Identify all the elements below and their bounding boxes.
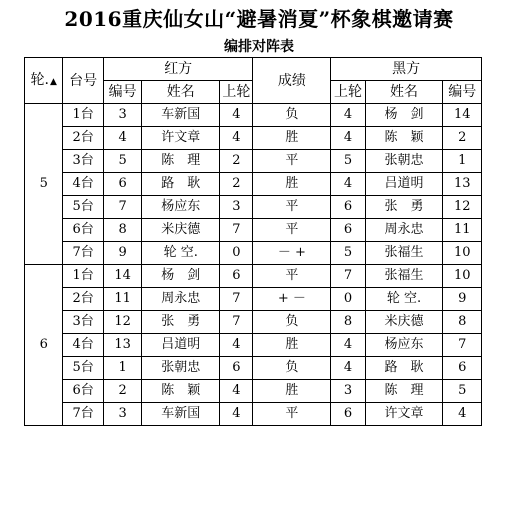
red-prev-cell: 2 (220, 150, 253, 173)
black-number-cell: 2 (443, 127, 482, 150)
page-subtitle: 编排对阵表 (224, 39, 294, 55)
black-number-cell: 7 (443, 334, 482, 357)
board-cell: 2台 (63, 127, 104, 150)
result-column-header: 成绩 (253, 58, 331, 104)
board-cell: 6台 (63, 219, 104, 242)
board-cell: 2台 (63, 288, 104, 311)
red-name-cell: 张 勇 (142, 311, 220, 334)
black-number-cell: 6 (443, 357, 482, 380)
board-cell: 5台 (63, 357, 104, 380)
red-name-cell: 吕道明 (142, 334, 220, 357)
red-prev-header: 上轮 (220, 81, 253, 104)
black-name-cell: 路 耿 (365, 357, 443, 380)
result-cell: 胜 (253, 127, 331, 150)
black-prev-cell: 4 (331, 173, 365, 196)
page-title: 2016重庆仙女山“避暑消夏”杯象棋邀请赛 (64, 7, 454, 31)
board-cell: 7台 (63, 403, 104, 426)
board-cell: 4台 (63, 173, 104, 196)
black-number-cell: 12 (443, 196, 482, 219)
black-number-cell: 14 (443, 104, 482, 127)
red-number-cell: 12 (103, 311, 141, 334)
board-cell: 6台 (63, 380, 104, 403)
table-row (25, 219, 482, 242)
result-cell: + － (253, 288, 331, 311)
black-number-cell: 4 (443, 403, 482, 426)
red-name-cell: 杨 剑 (142, 265, 220, 288)
result-cell: 平 (253, 265, 331, 288)
black-prev-cell: 4 (331, 334, 365, 357)
header-row-top (25, 58, 482, 81)
board-cell: 3台 (63, 311, 104, 334)
red-number-cell: 9 (103, 242, 141, 265)
board-column-header: 台号 (63, 58, 104, 104)
red-number-cell: 3 (103, 403, 141, 426)
pairing-table-body (25, 104, 482, 426)
red-prev-cell: 4 (220, 403, 253, 426)
table-row (25, 334, 482, 357)
red-number-cell: 2 (103, 380, 141, 403)
red-side-header: 红方 (103, 58, 253, 81)
black-name-cell: 米庆德 (365, 311, 443, 334)
black-prev-cell: 4 (331, 104, 365, 127)
table-row (25, 242, 482, 265)
black-name-cell: 吕道明 (365, 173, 443, 196)
red-number-cell: 5 (103, 150, 141, 173)
black-name-cell: 陈 理 (365, 380, 443, 403)
black-name-header: 姓名 (365, 81, 443, 104)
black-name-cell: 张福生 (365, 265, 443, 288)
red-name-cell: 张朝忠 (142, 357, 220, 380)
red-number-cell: 4 (103, 127, 141, 150)
red-prev-cell: 7 (220, 311, 253, 334)
red-prev-cell: 2 (220, 173, 253, 196)
black-name-cell: 许文章 (365, 403, 443, 426)
black-prev-cell: 0 (331, 288, 365, 311)
black-number-cell: 13 (443, 173, 482, 196)
round-cell: 5 (25, 104, 63, 265)
black-prev-cell: 7 (331, 265, 365, 288)
red-number-header: 编号 (103, 81, 141, 104)
result-cell: 胜 (253, 380, 331, 403)
result-cell: 胜 (253, 334, 331, 357)
black-name-cell: 杨应东 (365, 334, 443, 357)
black-prev-cell: 4 (331, 357, 365, 380)
result-cell: 胜 (253, 173, 331, 196)
result-cell: 负 (253, 357, 331, 380)
black-name-cell: 张 勇 (365, 196, 443, 219)
black-prev-cell: 5 (331, 150, 365, 173)
board-cell: 4台 (63, 334, 104, 357)
red-name-cell: 陈 颖 (142, 380, 220, 403)
black-prev-header: 上轮 (331, 81, 365, 104)
table-row (25, 311, 482, 334)
round-header-label: 轮. (30, 71, 49, 88)
result-cell: 负 (253, 104, 331, 127)
sort-ascending-icon[interactable]: ▲ (49, 76, 57, 87)
red-name-cell: 杨应东 (142, 196, 220, 219)
table-row (25, 150, 482, 173)
black-prev-cell: 8 (331, 311, 365, 334)
table-row (25, 196, 482, 219)
black-number-cell: 11 (443, 219, 482, 242)
red-number-cell: 14 (103, 265, 141, 288)
red-number-cell: 7 (103, 196, 141, 219)
result-cell: 平 (253, 219, 331, 242)
pairing-table (24, 57, 482, 426)
black-prev-cell: 6 (331, 403, 365, 426)
red-number-cell: 1 (103, 357, 141, 380)
board-cell: 5台 (63, 196, 104, 219)
black-number-header: 编号 (443, 81, 482, 104)
black-side-header: 黑方 (331, 58, 482, 81)
board-cell: 1台 (63, 265, 104, 288)
black-name-cell: 轮 空. (365, 288, 443, 311)
table-row (25, 104, 482, 127)
red-name-cell: 米庆德 (142, 219, 220, 242)
black-name-cell: 陈 颖 (365, 127, 443, 150)
black-number-cell: 10 (443, 265, 482, 288)
black-number-cell: 8 (443, 311, 482, 334)
red-prev-cell: 4 (220, 380, 253, 403)
board-cell: 1台 (63, 104, 104, 127)
black-name-cell: 周永忠 (365, 219, 443, 242)
red-prev-cell: 7 (220, 288, 253, 311)
red-name-cell: 车新国 (142, 403, 220, 426)
red-prev-cell: 0 (220, 242, 253, 265)
red-prev-cell: 7 (220, 219, 253, 242)
red-number-cell: 6 (103, 173, 141, 196)
red-number-cell: 13 (103, 334, 141, 357)
red-prev-cell: 4 (220, 127, 253, 150)
red-prev-cell: 4 (220, 334, 253, 357)
red-prev-cell: 4 (220, 104, 253, 127)
red-prev-cell: 6 (220, 357, 253, 380)
black-name-cell: 张福生 (365, 242, 443, 265)
result-cell: 负 (253, 311, 331, 334)
round-column-header[interactable] (25, 58, 63, 104)
board-cell: 7台 (63, 242, 104, 265)
table-row (25, 127, 482, 150)
table-row (25, 403, 482, 426)
table-row (25, 380, 482, 403)
black-prev-cell: 6 (331, 219, 365, 242)
result-cell: 平 (253, 150, 331, 173)
red-number-cell: 3 (103, 104, 141, 127)
black-number-cell: 5 (443, 380, 482, 403)
red-number-cell: 8 (103, 219, 141, 242)
table-row (25, 173, 482, 196)
result-cell: 平 (253, 196, 331, 219)
result-cell: － + (253, 242, 331, 265)
red-name-cell: 路 耿 (142, 173, 220, 196)
black-name-cell: 张朝忠 (365, 150, 443, 173)
black-prev-cell: 6 (331, 196, 365, 219)
black-number-cell: 1 (443, 150, 482, 173)
red-name-cell: 许文章 (142, 127, 220, 150)
red-name-header: 姓名 (142, 81, 220, 104)
red-prev-cell: 3 (220, 196, 253, 219)
round-cell: 6 (25, 265, 63, 426)
black-number-cell: 10 (443, 242, 482, 265)
red-prev-cell: 6 (220, 265, 253, 288)
red-name-cell: 车新国 (142, 104, 220, 127)
table-row (25, 288, 482, 311)
table-row (25, 265, 482, 288)
black-prev-cell: 4 (331, 127, 365, 150)
red-name-cell: 周永忠 (142, 288, 220, 311)
result-cell: 平 (253, 403, 331, 426)
table-row (25, 357, 482, 380)
black-prev-cell: 5 (331, 242, 365, 265)
black-prev-cell: 3 (331, 380, 365, 403)
red-name-cell: 陈 理 (142, 150, 220, 173)
red-name-cell: 轮 空. (142, 242, 220, 265)
black-name-cell: 杨 剑 (365, 104, 443, 127)
black-number-cell: 9 (443, 288, 482, 311)
red-number-cell: 11 (103, 288, 141, 311)
board-cell: 3台 (63, 150, 104, 173)
